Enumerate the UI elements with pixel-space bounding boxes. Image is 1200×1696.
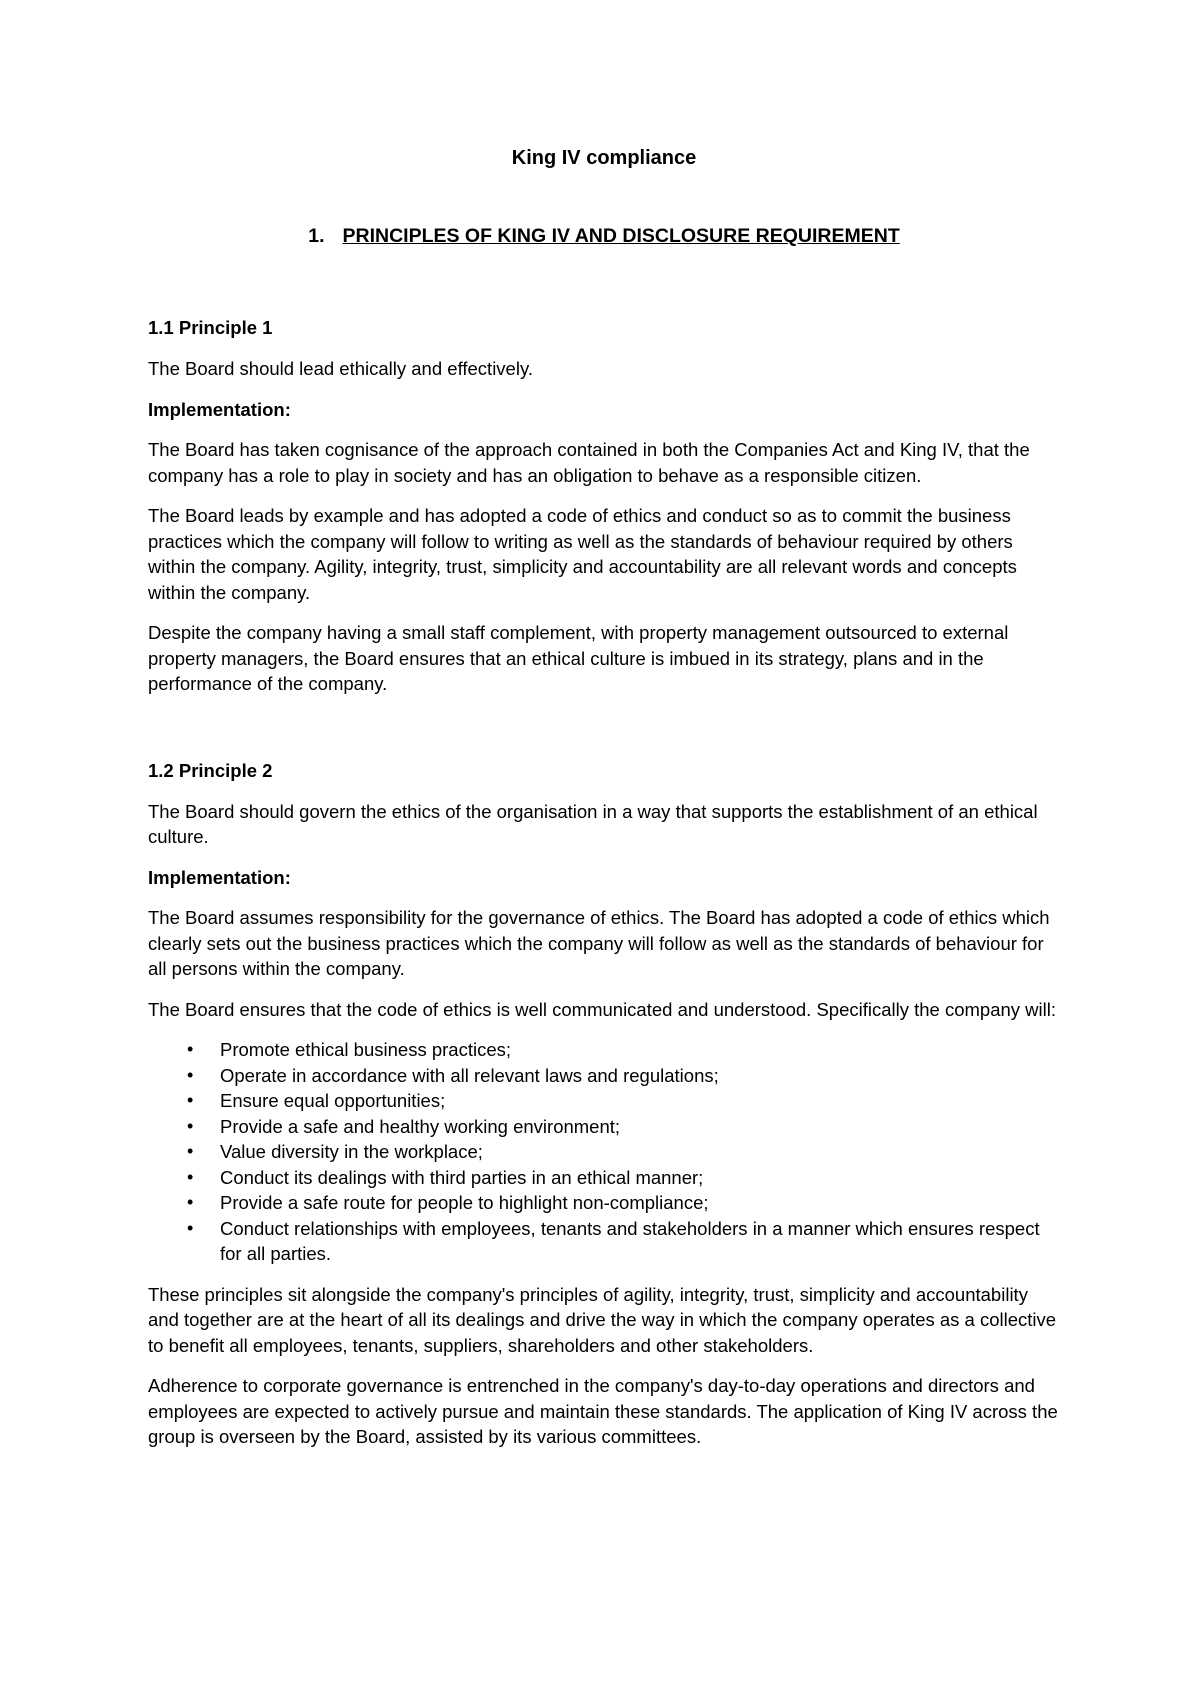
principle-2-heading: 1.2 Principle 2 (148, 759, 273, 781)
principle-2-implementation-label: Implementation: (148, 866, 291, 888)
list-item-text: Conduct its dealings with third parties in an ethical manner; (220, 1166, 704, 1188)
list-item (148, 1216, 1060, 1267)
list-item (148, 1088, 1060, 1114)
list-item (148, 1190, 1060, 1216)
bullet-icon: • (187, 1141, 194, 1161)
section-number: 1. (308, 225, 325, 247)
principle-2-statement: The Board should govern the ethics of the organisation in a way that supports the establishment of an ethical culture. (148, 800, 1038, 847)
principle-2-closing-paragraph: These principles sit alongside the company's principles of agility, integrity, trust, simplicity and accountability and together are at the heart of all its dealings and drive the way in which the company operates as a collective to benefit all employees, tenants, suppliers, shareholders and other stakeholders. (148, 1283, 1057, 1356)
principle-1 (148, 315, 1060, 697)
principle-2-closing-paragraph: Adherence to corporate governance is entrenched in the company's day-to-day operations and directors and employees are expected to actively pursue and maintain these standards. The application of King IV across the group is overseen by the Board, assisted by its various committees. (148, 1375, 1058, 1447)
list-item-text: Conduct relationships with employees, tenants and stakeholders in a manner which ensures respect for all parties. (220, 1217, 1040, 1264)
list-item (148, 1165, 1060, 1191)
list-item (148, 1139, 1060, 1165)
bullet-icon: • (187, 1192, 194, 1212)
list-item-text: Ensure equal opportunities; (220, 1090, 446, 1111)
principle-1-paragraph: Despite the company having a small staff complement, with property management outsourced to external property managers, the Board ensures that an ethical culture is imbued in its strategy, plans and in the performance of the company. (148, 622, 1009, 694)
list-item (148, 1114, 1060, 1140)
list-item-text: Promote ethical business practices; (220, 1039, 511, 1060)
section-heading (148, 223, 1060, 249)
list-item (148, 1063, 1060, 1089)
list-item-text: Operate in accordance with all relevant laws and regulations; (220, 1064, 719, 1086)
section-heading-text: PRINCIPLES OF KING IV AND DISCLOSURE REQUIREMENT (342, 225, 900, 247)
principle-2-paragraph: The Board assumes responsibility for the governance of ethics. The Board has adopted a code of ethics which clearly sets out the business practices which the company will follow as well as the standards of behaviour for all persons within the company. (148, 907, 1050, 979)
ethics-commitments-list (148, 1037, 1060, 1267)
list-item (148, 1037, 1060, 1063)
bullet-icon: • (187, 1064, 194, 1085)
list-item-text: Value diversity in the workplace; (220, 1141, 483, 1162)
principle-1-paragraph: The Board leads by example and has adopted a code of ethics and conduct so as to commit the business practices which the company will follow to writing as well as the standards of behaviour required by others within the company. Agility, integrity, trust, simplicity and accountability are all relevant words and concepts within the company. (148, 505, 1017, 603)
bullet-icon: • (187, 1217, 194, 1238)
document-title: King IV compliance (511, 147, 697, 169)
bullet-icon: • (187, 1039, 194, 1059)
principle-2 (148, 758, 1060, 1450)
section-spacer (148, 712, 1060, 758)
bullet-icon: • (187, 1090, 194, 1110)
principle-1-implementation-label: Implementation: (148, 398, 291, 420)
bullet-icon: • (187, 1166, 194, 1187)
list-item-text: Provide a safe and healthy working environment; (220, 1115, 621, 1137)
principle-1-paragraph: The Board has taken cognisance of the approach contained in both the Companies Act and King IV, that the company has a role to play in society and has an obligation to behave as a responsible citizen. (148, 439, 1030, 486)
principle-1-heading: 1.1 Principle 1 (148, 317, 273, 338)
principle-2-paragraph: The Board ensures that the code of ethics is well communicated and understood. Specifically the company will: (148, 998, 1057, 1020)
list-item-text: Provide a safe route for people to highlight non-compliance; (220, 1192, 709, 1213)
bullet-icon: • (187, 1115, 194, 1136)
principle-1-statement: The Board should lead ethically and effectively. (148, 358, 533, 379)
